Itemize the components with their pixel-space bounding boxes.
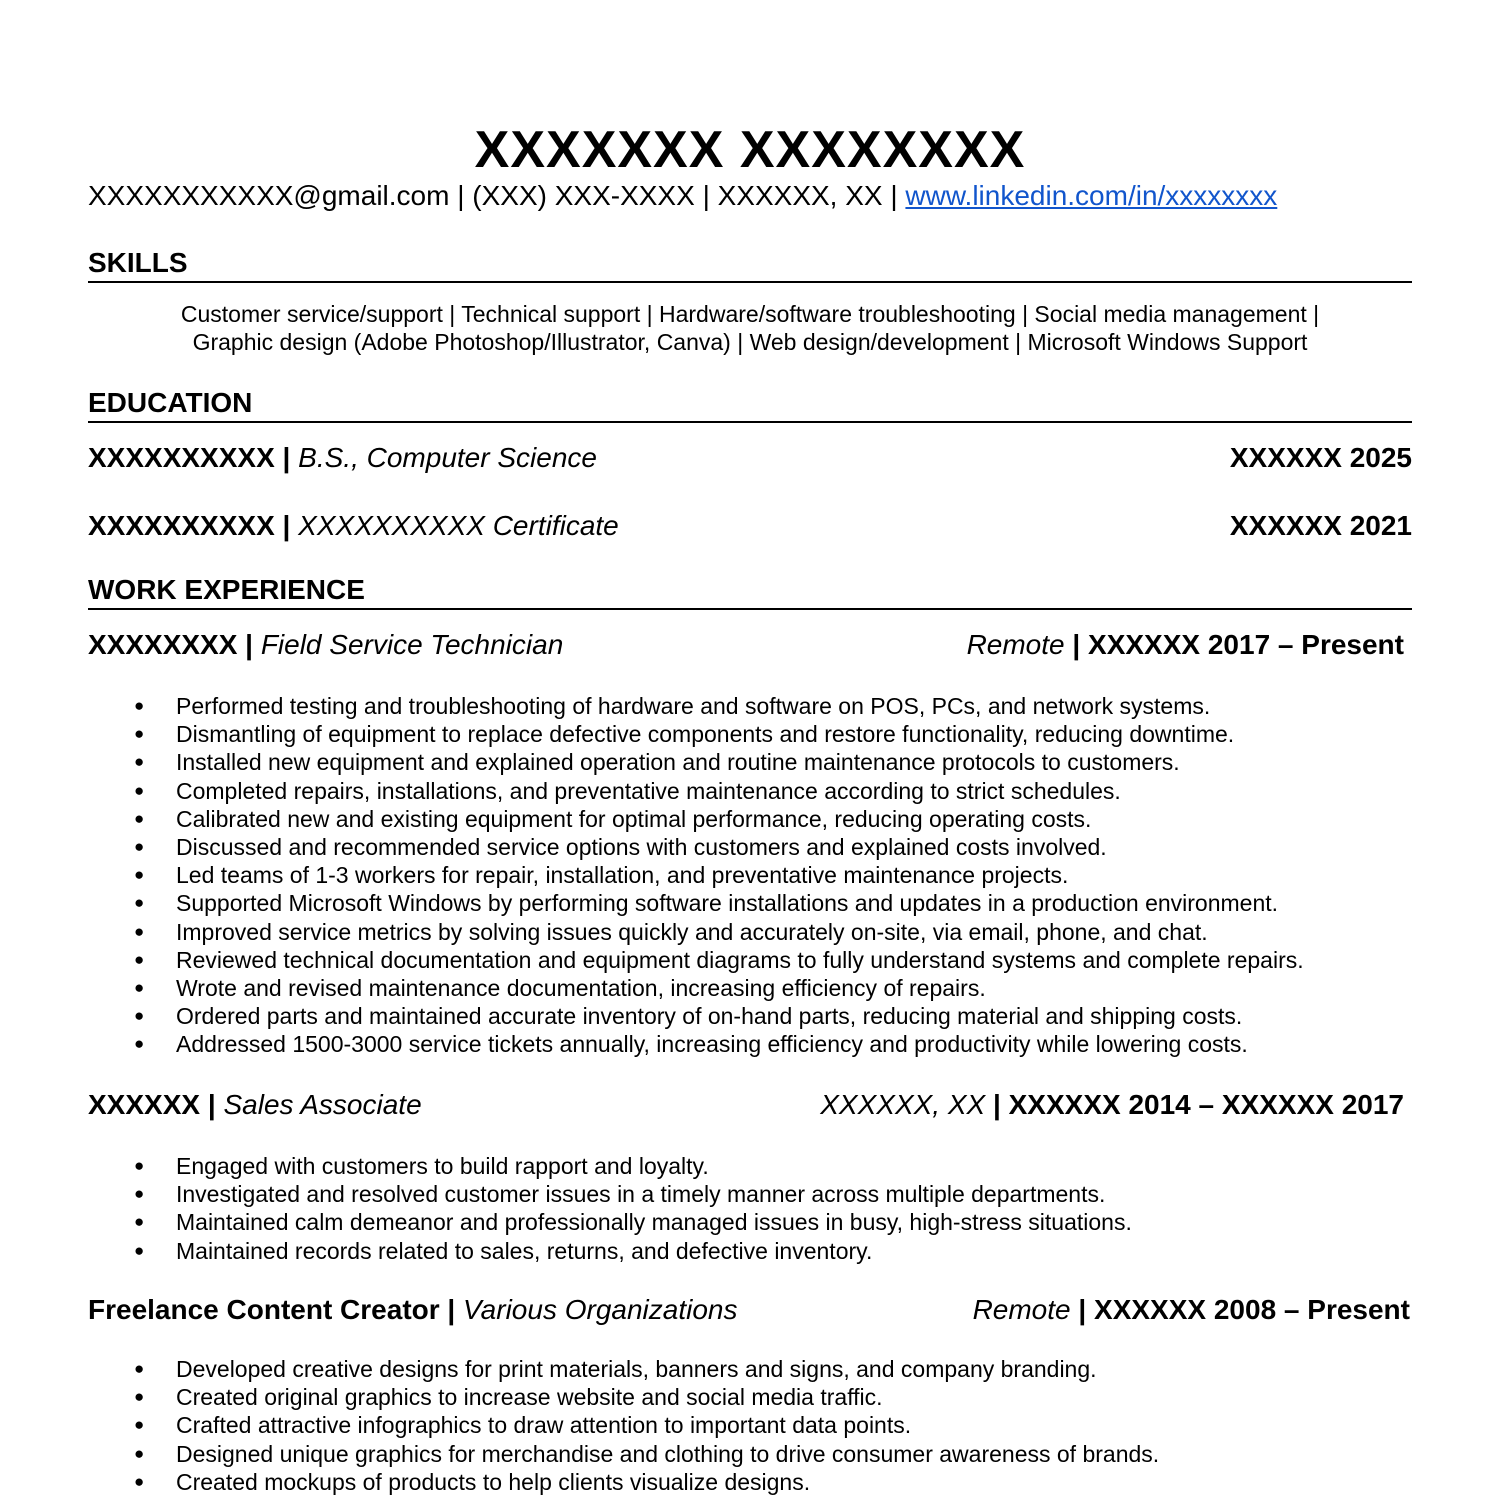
list-item: ● Performed testing and troubleshooting of hardware and software on POS, PCs, and network systems. <box>88 692 1418 720</box>
list-item: ● Wrote and revised maintenance documentation, increasing efficiency of repairs. <box>88 974 1418 1002</box>
list-item: ● Addressed 1500-3000 service tickets annually, increasing efficiency and productivity while lowering costs. <box>88 1030 1418 1058</box>
job-location: Remote <box>972 1294 1071 1325</box>
work-experience-heading: WORK EXPERIENCE <box>88 573 1412 610</box>
list-item: ● Created mockups of products to help clients visualize designs. <box>88 1468 1418 1496</box>
list-item: ● Reviewed technical documentation and equipment diagrams to fully understand systems and complete repairs. <box>88 946 1418 974</box>
list-item: ● Ordered parts and maintained accurate inventory of on-hand parts, reducing material and shipping costs. <box>88 1002 1418 1030</box>
degree: B.S., Computer Science <box>298 442 597 473</box>
education-date: XXXXXX 2025 <box>1229 442 1412 473</box>
education-heading: EDUCATION <box>88 386 1412 423</box>
employer: XXXXXX <box>88 1089 201 1120</box>
employer: Freelance Content Creator <box>88 1294 440 1325</box>
resume-page: XXXXXXX XXXXXXXX XXXXXXXXXXX@gmail.com | (XXX) XXX-XXXX | XXXXXX, XX | www.linkedin.com/in/xxxxxxxx SKILLS Customer service/support | Technical support | Hardware/software troubleshooting | Social media management | Graphic design (Adobe Photoshop/Illustrator, Canva) | Web design/development | Microsoft Windows Support EDUCATION XXXXXXXXXX | B.S., Computer Science XXXXXX 2025 XXXXXXXXXX | XXXXXXXXXX Certificate XXXXXX 2021 WORK EXPERIENCE XXXXXXXX | Field Service Technician Remote | XXXXXX 2017 – Present ● Performed testing and troubleshooting of hardware and software on POS, PCs, and network systems. ● Dismantling of equipment to replace defective components and restore functionality, reducing downtime. ● Installed new equipment and explained operation and routine maintenance protocols to customers. ● Completed repairs, installations, and preventative maintenance according to strict schedules. ● Calibrated new and existing equipment for optimal performance, reducing operating costs. ● Discussed and recommended service options with customers and explained costs involved. ● Led teams of 1-3 workers for repair, installation, and preventative maintenance projects. ● Supported Microsoft Windows by performing software installations and updates in a production environment. ● Improved service metrics by solving issues quickly and accurately on-site, via email, phone, and chat. ● Reviewed technical documentation and equipment diagrams to fully understand systems and complete repairs. ● Wrote and revised maintenance documentation, increasing efficiency of repairs. ● Ordered parts and maintained accurate inventory of on-hand parts, reducing material and shipping costs. ● Addressed 1500-3000 service tickets annually, increasing efficiency and productivity while lowering costs. XXXXXX | Sales Associate XXXXXX, XX | XXXXXX 2014 – XXXXXX 2017 ● Engaged with customers to build rapport and loyalty. ● Investigated and resolved customer issues in a timely manner across multiple departments. ● Maintained calm demeanor and professionally managed issues in busy, high-stress situations. ● Maintained records related to sales, returns, and defective inventory. Freelance Content Creator | Various Organizations Remote | XXXXXX 2008 – Present ● Developed creative designs for print materials, banners and signs, and company branding. ● Created original graphics to increase website and social media traffic. ● Crafted attractive infographics to draw attention to important data points. ● Designed unique graphics for merchandise and clothing to drive consumer awareness of brands. ● Created mockups of products to help clients visualize designs. <box>0 0 1500 1500</box>
skills-line-1: Customer service/support | Technical support | Hardware/software troubleshooting | Social media management | <box>180 301 1320 327</box>
list-item: ● Maintained calm demeanor and professionally managed issues in busy, high-stress situations. <box>88 1208 1418 1236</box>
job-bullets <box>88 1355 1418 1496</box>
school-name: XXXXXXXXXX <box>88 510 275 541</box>
list-item: ● Created original graphics to increase website and social media traffic. <box>88 1383 1418 1411</box>
job-location: XXXXXX, XX <box>820 1089 986 1120</box>
list-item: ● Led teams of 1-3 workers for repair, installation, and preventative maintenance projects. <box>88 861 1418 889</box>
job-dates: XXXXXX 2014 – XXXXXX 2017 <box>1008 1089 1404 1120</box>
list-item: ● Engaged with customers to build rapport and loyalty. <box>88 1152 1418 1180</box>
list-item: ● Designed unique graphics for merchandise and clothing to drive consumer awareness of brands. <box>88 1440 1418 1468</box>
job-title: Sales Associate <box>223 1089 422 1120</box>
list-item: ● Maintained records related to sales, returns, and defective inventory. <box>88 1237 1418 1265</box>
job-dates: XXXXXX 2017 – Present <box>1088 629 1404 660</box>
list-item: ● Installed new equipment and explained operation and routine maintenance protocols to customers. <box>88 748 1418 776</box>
list-item: ● Completed repairs, installations, and preventative maintenance according to strict schedules. <box>88 777 1418 805</box>
skills-heading: SKILLS <box>88 246 1412 283</box>
list-item: ● Crafted attractive infographics to draw attention to important data points. <box>88 1411 1418 1439</box>
job-bullets <box>88 692 1418 1059</box>
list-item: ● Dismantling of equipment to replace defective components and restore functionality, reducing downtime. <box>88 720 1418 748</box>
degree: XXXXXXXXXX Certificate <box>298 510 619 541</box>
education-date: XXXXXX 2021 <box>1229 510 1412 541</box>
job-bullets <box>88 1152 1418 1265</box>
skills-line-2: Graphic design (Adobe Photoshop/Illustrator, Canva) | Web design/development | Microsoft Windows Support <box>192 329 1308 355</box>
list-item: ● Discussed and recommended service options with customers and explained costs involved. <box>88 833 1418 861</box>
job-title: Various Organizations <box>463 1294 738 1325</box>
list-item: ● Improved service metrics by solving issues quickly and accurately on-site, via email, phone, and chat. <box>88 918 1418 946</box>
list-item: ● Developed creative designs for print materials, banners and signs, and company branding. <box>88 1355 1418 1383</box>
contact-line <box>88 178 1277 214</box>
school-name: XXXXXXXXXX <box>88 442 275 473</box>
list-item: ● Investigated and resolved customer issues in a timely manner across multiple departments. <box>88 1180 1418 1208</box>
candidate-name: XXXXXXX XXXXXXXX <box>474 121 1026 179</box>
list-item: ● Supported Microsoft Windows by performing software installations and updates in a production environment. <box>88 889 1418 917</box>
job-dates: XXXXXX 2008 – Present <box>1094 1294 1410 1325</box>
linkedin-link[interactable]: www.linkedin.com/in/xxxxxxxx <box>905 180 1278 211</box>
skills-list <box>88 300 1412 356</box>
job-title: Field Service Technician <box>260 629 564 660</box>
list-item: ● Calibrated new and existing equipment for optimal performance, reducing operating costs. <box>88 805 1418 833</box>
job-location: Remote <box>966 629 1065 660</box>
employer: XXXXXXXX <box>88 629 238 660</box>
contact-details: XXXXXXXXXXX@gmail.com | (XXX) XXX-XXXX | XXXXXX, XX | <box>88 180 906 211</box>
